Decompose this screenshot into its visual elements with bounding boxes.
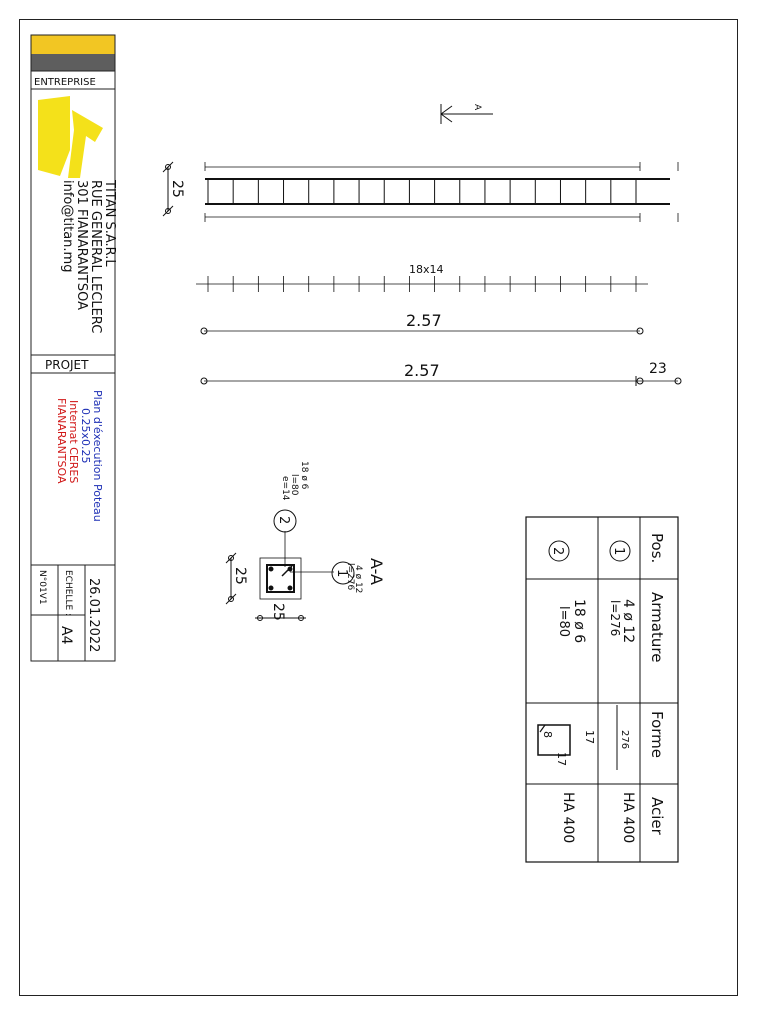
section-width-dim: 25 <box>270 603 286 621</box>
schedule-header-forme: Forme <box>648 711 666 759</box>
company-line: TITAN S.A.R.L <box>102 180 117 267</box>
schedule-forme-dim: 17 <box>583 730 596 744</box>
stirrup-shape <box>538 725 570 755</box>
company-line: info@titan.mg <box>60 180 75 273</box>
schedule-armature: l=276 <box>608 600 622 637</box>
section-height-dim: 25 <box>232 567 248 585</box>
company-info <box>60 179 117 333</box>
schedule-forme-dim: 8 <box>541 731 554 738</box>
company-logo <box>38 96 103 178</box>
title-block <box>31 35 117 661</box>
drawing-date: 26.01.2022 <box>86 578 101 653</box>
entreprise-label: ENTREPRISE <box>34 77 96 88</box>
schedule-armature: 18 ø 6 <box>571 599 587 644</box>
schedule-armature: 4 ø 12 <box>620 599 636 644</box>
bar1-text: 4 ø 12 <box>353 565 363 594</box>
stirrup-spacing-label: 18x14 <box>409 263 444 276</box>
schedule-header-pos: Pos. <box>648 533 666 564</box>
length-dim-2: 2.57 <box>404 361 440 380</box>
bar1-mark: 1 <box>334 569 349 578</box>
section-a-a <box>226 461 386 621</box>
project-line: Internat CERES <box>67 400 80 484</box>
overlap-dim: 23 <box>649 361 667 377</box>
projet-label: PROJET <box>45 358 89 372</box>
schedule-acier: HA 400 <box>620 792 636 844</box>
bar2-text: 18 ø 6 <box>299 461 309 490</box>
project-info <box>55 390 104 522</box>
schedule-pos: 2 <box>550 547 565 556</box>
title-block-header-yellow <box>31 35 115 54</box>
sheet-format: A4 <box>58 626 74 645</box>
schedule-header-armature: Armature <box>648 592 666 663</box>
project-line: FIANARANTSOA <box>55 398 68 484</box>
schedule-forme-dim: 17 <box>555 752 568 766</box>
column-elevation <box>163 104 681 386</box>
bar2-text: l=80 <box>289 474 299 496</box>
stirrups <box>208 179 636 204</box>
title-block-header-gray <box>31 54 115 71</box>
section-cut-marker <box>441 104 493 124</box>
project-line: Plan d'éxecution Poteau <box>91 390 104 522</box>
schedule-acier: HA 400 <box>560 792 576 844</box>
drawing-number: N°01V1 <box>37 570 47 605</box>
company-line: 301 FIANARANTSOA <box>74 180 89 310</box>
length-dim-1: 2.57 <box>406 311 442 330</box>
schedule-pos: 1 <box>611 547 626 556</box>
company-line: RUE GENERAL LECLERC <box>88 180 103 334</box>
section-title: A-A <box>367 558 386 585</box>
bar1-text: l=276 <box>345 563 355 591</box>
rebar-schedule <box>526 517 678 862</box>
elevation-width-dim: 25 <box>169 180 185 198</box>
schedule-header-acier: Acier <box>648 797 666 835</box>
section-marker-label: A <box>472 104 482 111</box>
schedule-forme: 276 <box>619 730 630 750</box>
echelle-label: ECHELLE : <box>63 570 73 617</box>
bar2-mark: 2 <box>276 516 291 525</box>
bar2-text: e=14 <box>280 476 290 501</box>
schedule-armature: l=80 <box>556 606 571 638</box>
project-line: 0.25x0.25 <box>79 408 92 464</box>
